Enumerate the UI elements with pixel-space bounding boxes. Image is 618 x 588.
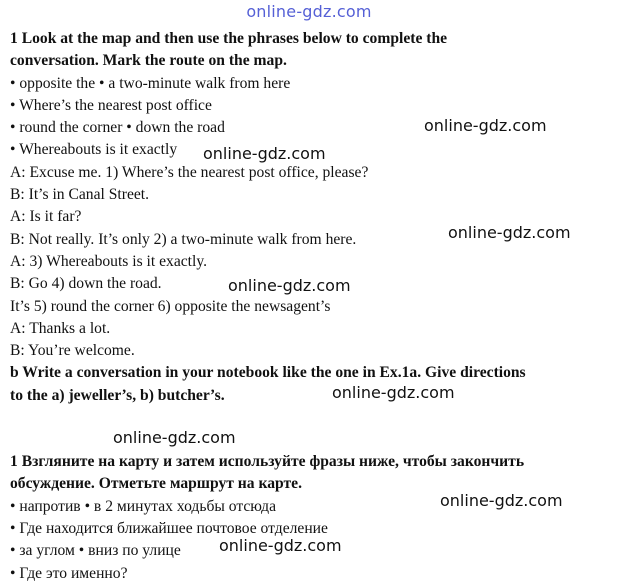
phrase-item: • opposite the • a two-minute walk from here [10, 74, 291, 92]
dialogue-line: B: Not really. It’s only 2) a two-minute walk from here. [10, 230, 357, 248]
dialogue-line: A: Is it far? [10, 208, 82, 226]
dialogue-line: B: Go 4) down the road. [10, 275, 162, 293]
watermark: online-gdz.com [448, 223, 571, 242]
dialogue-line: A: Excuse me. 1) Where’s the nearest post office, please? [10, 163, 369, 181]
section-gap [10, 407, 612, 429]
site-header-watermark: online-gdz.com [246, 2, 372, 21]
task1b-line2: to the a) jeweller’s, b) butcher’s. [10, 386, 225, 404]
phrase-item: • Where’s the nearest post office [10, 96, 212, 114]
watermark: online-gdz.com [332, 383, 455, 402]
dialogue-line: It’s 5) round the corner 6) opposite the newsagent’s [10, 297, 331, 315]
watermark: online-gdz.com [219, 536, 342, 555]
task1-instruction-line2: conversation. Mark the route on the map. [10, 52, 287, 70]
translation-phrase-item: • за углом • вниз по улице [10, 542, 181, 560]
dialogue-line: B: It’s in Canal Street. [10, 186, 150, 204]
watermark: online-gdz.com [203, 144, 326, 163]
translation-phrase-item: • напротив • в 2 минутах ходьбы отсюда [10, 497, 276, 515]
dialogue-line: A: Thanks a lot. [10, 319, 111, 337]
dialogue-line: B: You’re welcome. [10, 342, 135, 360]
task1-instruction-line1: 1 Look at the map and then use the phrases below to complete the [10, 30, 448, 47]
translation-instruction-line2: обсуждение. Отметьте маршрут на карте. [10, 475, 302, 493]
translation-phrase-item: • Где это именно? [10, 564, 128, 582]
watermark: online-gdz.com [424, 116, 547, 135]
phrase-item: • round the corner • down the road [10, 119, 225, 137]
section-gap [10, 429, 612, 451]
watermark: online-gdz.com [113, 428, 236, 447]
translation-instruction-line1: 1 Взгляните на карту и затем используйте фразы ниже, чтобы закончить [10, 453, 525, 471]
translation-phrase-item: • Где находится ближайшее почтовое отделение [10, 519, 328, 537]
phrase-item: • Whereabouts is it exactly [10, 141, 178, 159]
watermark: online-gdz.com [440, 491, 563, 510]
task1b-line1: b Write a conversation in your notebook like the one in Ex.1a. Give directions [10, 364, 526, 382]
watermark: online-gdz.com [228, 276, 351, 295]
dialogue-line: A: 3) Whereabouts is it exactly. [10, 252, 208, 270]
